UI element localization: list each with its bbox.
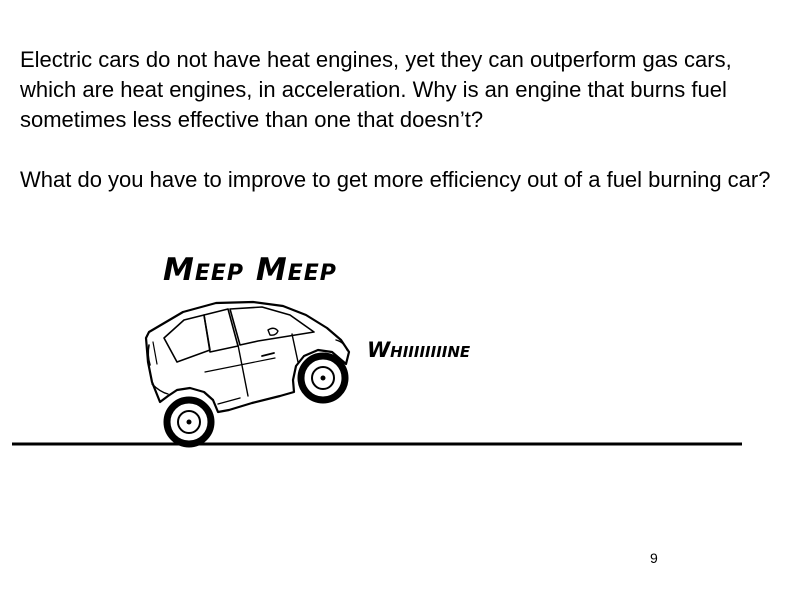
front-wheel xyxy=(301,356,345,400)
question-electric-vs-heat-engine: Electric cars do not have heat engines, yet they can outperform gas cars, which are heat engines, in acceleration. Why is an engine that burns fuel sometimes less effective than one that doesn’t? xyxy=(20,47,732,132)
page-number: 9 xyxy=(650,550,658,566)
rear-wheel xyxy=(167,400,211,444)
meep-meep-sound-effect: Meep Meep xyxy=(163,252,337,288)
whine-sound-effect: Whiiiiiiiine xyxy=(367,338,471,362)
question-fuel-efficiency: What do you have to improve to get more efficiency out of a fuel burning car? xyxy=(20,167,771,192)
